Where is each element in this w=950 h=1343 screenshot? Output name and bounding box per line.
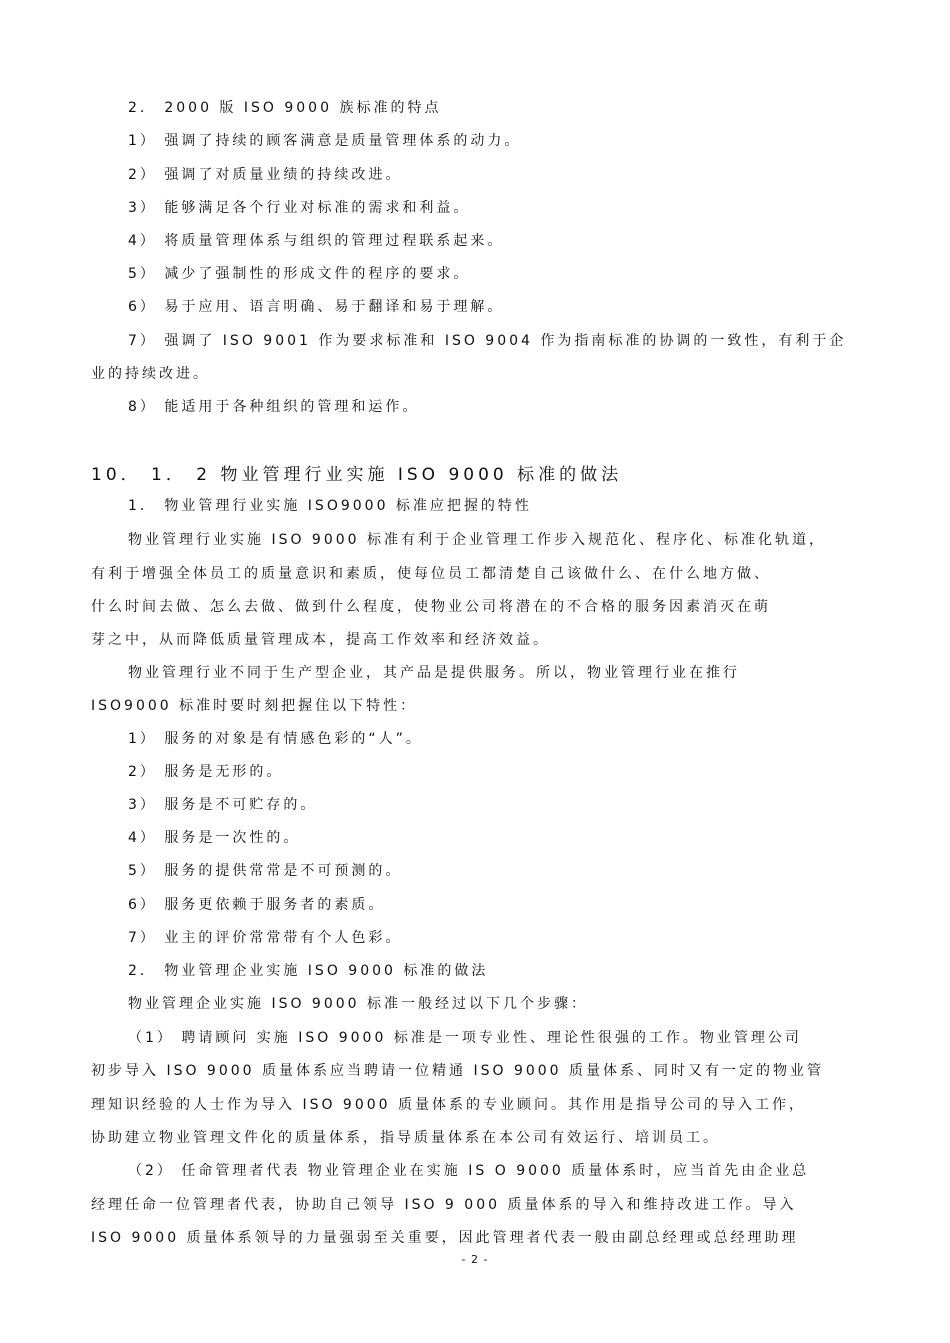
paragraph-line: （2） 任命管理者代表 物业管理企业在实施 IS O 9000 质量体系时，应当首先由企业总 <box>128 1163 810 1179</box>
list-item: 7） 业主的评价常常带有个人色彩。 <box>128 930 403 946</box>
subsection-title: 2． 物业管理企业实施 ISO 9000 标准的做法 <box>128 963 489 979</box>
page-number: - 2 - <box>461 1253 489 1266</box>
paragraph-line: 什么时间去做、怎么去做、做到什么程度，使物业公司将潜在的不合格的服务因素消灭在萌 <box>91 599 771 615</box>
list-item: 5） 减少了强制性的形成文件的程序的要求。 <box>128 266 471 282</box>
paragraph-line: ISO 9000 质量体系领导的力量强弱至关重要，因此管理者代表一般由副总经理或总经理助理 <box>91 1230 799 1246</box>
list-item: 2） 强调了对质量业绩的持续改进。 <box>128 167 403 183</box>
list-item: 8） 能适用于各种组织的管理和运作。 <box>128 399 420 415</box>
list-item: 4） 服务是一次性的。 <box>128 830 301 846</box>
paragraph-line: 物业管理行业实施 ISO 9000 标准有利于企业管理工作步入规范化、程序化、标准化轨道， <box>128 532 827 548</box>
paragraph-line: ISO9000 标准时要时刻把握住以下特性： <box>91 698 418 714</box>
list-item: 7） 强调了 ISO 9001 作为要求标准和 ISO 9004 作为指南标准的协调的一致性，有利于企 <box>128 333 847 349</box>
section-heading-10-1-2: 10． 1． 2 物业管理行业实施 ISO 9000 标准的做法 <box>91 465 623 485</box>
list-item: 1） 服务的对象是有情感色彩的“人”。 <box>128 731 423 747</box>
list-item: 4） 将质量管理体系与组织的管理过程联系起来。 <box>128 233 505 249</box>
paragraph-line: 理知识经验的人士作为导入 ISO 9000 质量体系的专业顾问。其作用是指导公司的导入工作， <box>91 1097 807 1113</box>
paragraph-line: 经理任命一位管理者代表，协助自己领导 ISO 9 000 质量体系的导入和维持改进工作。导入 <box>91 1197 797 1213</box>
list-item-continuation: 业的持续改进。 <box>91 366 210 382</box>
paragraph-line: 初步导入 ISO 9000 质量体系应当聘请一位精通 ISO 9000 质量体系、同时又有一定的物业管 <box>91 1063 825 1079</box>
list-item: 1） 强调了持续的顾客满意是质量管理体系的动力。 <box>128 133 522 149</box>
list-item: 6） 易于应用、语言明确、易于翻译和易于理解。 <box>128 299 505 315</box>
paragraph-line: 芽之中，从而降低质量管理成本，提高工作效率和经济效益。 <box>91 632 550 648</box>
paragraph-line: 协助建立物业管理文件化的质量体系，指导质量体系在本公司有效运行、培训员工。 <box>91 1130 720 1146</box>
list-item: 6） 服务更依赖于服务者的素质。 <box>128 897 386 913</box>
list-item: 5） 服务的提供常常是不可预测的。 <box>128 863 403 879</box>
paragraph-line: （1） 聘请顾问 实施 ISO 9000 标准是一项专业性、理论性很强的工作。物业管理公司 <box>128 1030 802 1046</box>
list-item: 3） 服务是不可贮存的。 <box>128 797 318 813</box>
list-item: 3） 能够满足各个行业对标准的需求和利益。 <box>128 200 471 216</box>
paragraph-line: 物业管理企业实施 ISO 9000 标准一般经过以下几个步骤： <box>128 996 589 1012</box>
subsection-title: 1． 物业管理行业实施 ISO9000 标准应把握的特性 <box>128 498 532 514</box>
section-title-iso2000-features: 2． 2000 版 ISO 9000 族标准的特点 <box>128 100 442 116</box>
paragraph-line: 有利于增强全体员工的质量意识和素质，使每位员工都清楚自己该做什么、在什么地方做、 <box>91 566 771 582</box>
list-item: 2） 服务是无形的。 <box>128 764 284 780</box>
paragraph-line: 物业管理行业不同于生产型企业，其产品是提供服务。所以，物业管理行业在推行 <box>128 665 740 681</box>
